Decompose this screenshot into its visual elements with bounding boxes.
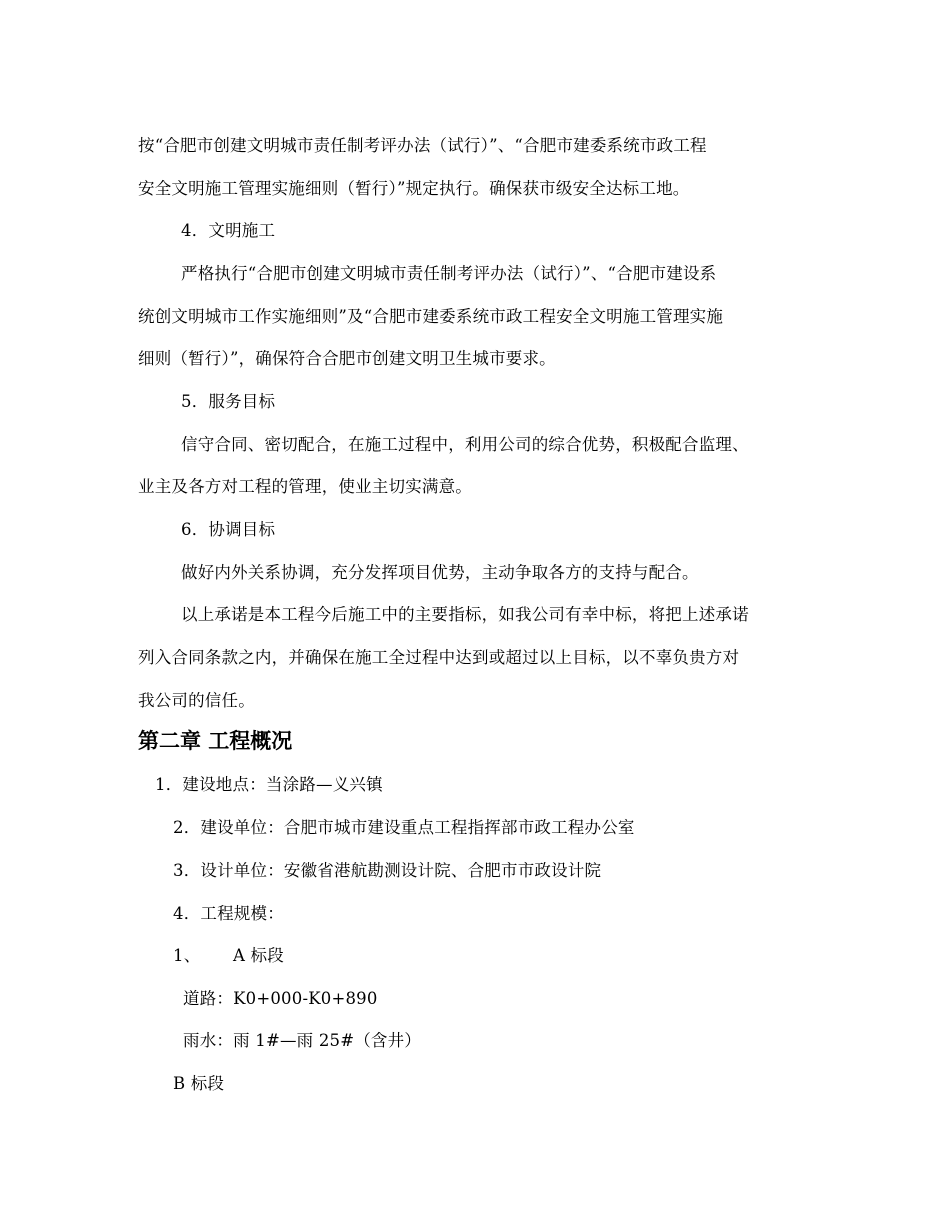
- section-a-number: 1、: [173, 946, 201, 965]
- overview-item-2: 2．建设单位：合肥市城市建设重点工程指挥部市政工程办公室: [173, 818, 635, 837]
- paragraph-1-line-1: 按“合肥市创建文明城市责任制考评办法（试行）”、“合肥市建委系统市政工程: [138, 136, 707, 155]
- overview-item-3: 3．设计单位：安徽省港航勘测设计院、合肥市市政设计院: [173, 861, 602, 880]
- item-4-title: 4．文明施工: [181, 221, 276, 240]
- paragraph-3-line-2: 业主及各方对工程的管理，使业主切实满意。: [138, 477, 472, 496]
- road-range: 道路：K0+000-K0+890: [183, 989, 378, 1008]
- paragraph-2-line-2: 统创文明城市工作实施细则”及“合肥市建委系统市政工程安全文明施工管理实施: [138, 307, 724, 326]
- chapter-heading: 第二章 工程概况: [138, 729, 293, 753]
- paragraph-2-line-1: 严格执行“合肥市创建文明城市责任制考评办法（试行）”、“合肥市建设系: [181, 264, 717, 283]
- item-5-title: 5．服务目标: [181, 392, 276, 411]
- overview-item-1: 1．建设地点：当涂路—义兴镇: [155, 775, 383, 794]
- paragraph-2-line-3: 细则（暂行）”，确保符合合肥市创建文明卫生城市要求。: [138, 349, 556, 368]
- paragraph-4-line-1: 做好内外关系协调，充分发挥项目优势，主动争取各方的支持与配合。: [181, 563, 699, 582]
- section-b-label: B 标段: [173, 1074, 225, 1093]
- paragraph-5-line-1: 以上承诺是本工程今后施工中的主要指标，如我公司有幸中标，将把上述承诺: [181, 605, 749, 624]
- paragraph-5-line-2: 列入合同条款之内，并确保在施工全过程中达到或超过以上目标，以不辜负贵方对: [138, 648, 740, 667]
- paragraph-5-line-3: 我公司的信任。: [138, 691, 255, 710]
- paragraph-1-line-2: 安全文明施工管理实施细则（暂行）”规定执行。确保获市级安全达标工地。: [138, 179, 690, 198]
- section-a-label: A 标段: [233, 946, 284, 965]
- overview-item-4: 4．工程规模：: [173, 904, 284, 923]
- item-6-title: 6．协调目标: [181, 520, 276, 539]
- paragraph-3-line-1: 信守合同、密切配合，在施工过程中，利用公司的综合优势，积极配合监理、: [181, 435, 749, 454]
- rain-range: 雨水：雨 1#—雨 25#（含井）: [183, 1031, 422, 1050]
